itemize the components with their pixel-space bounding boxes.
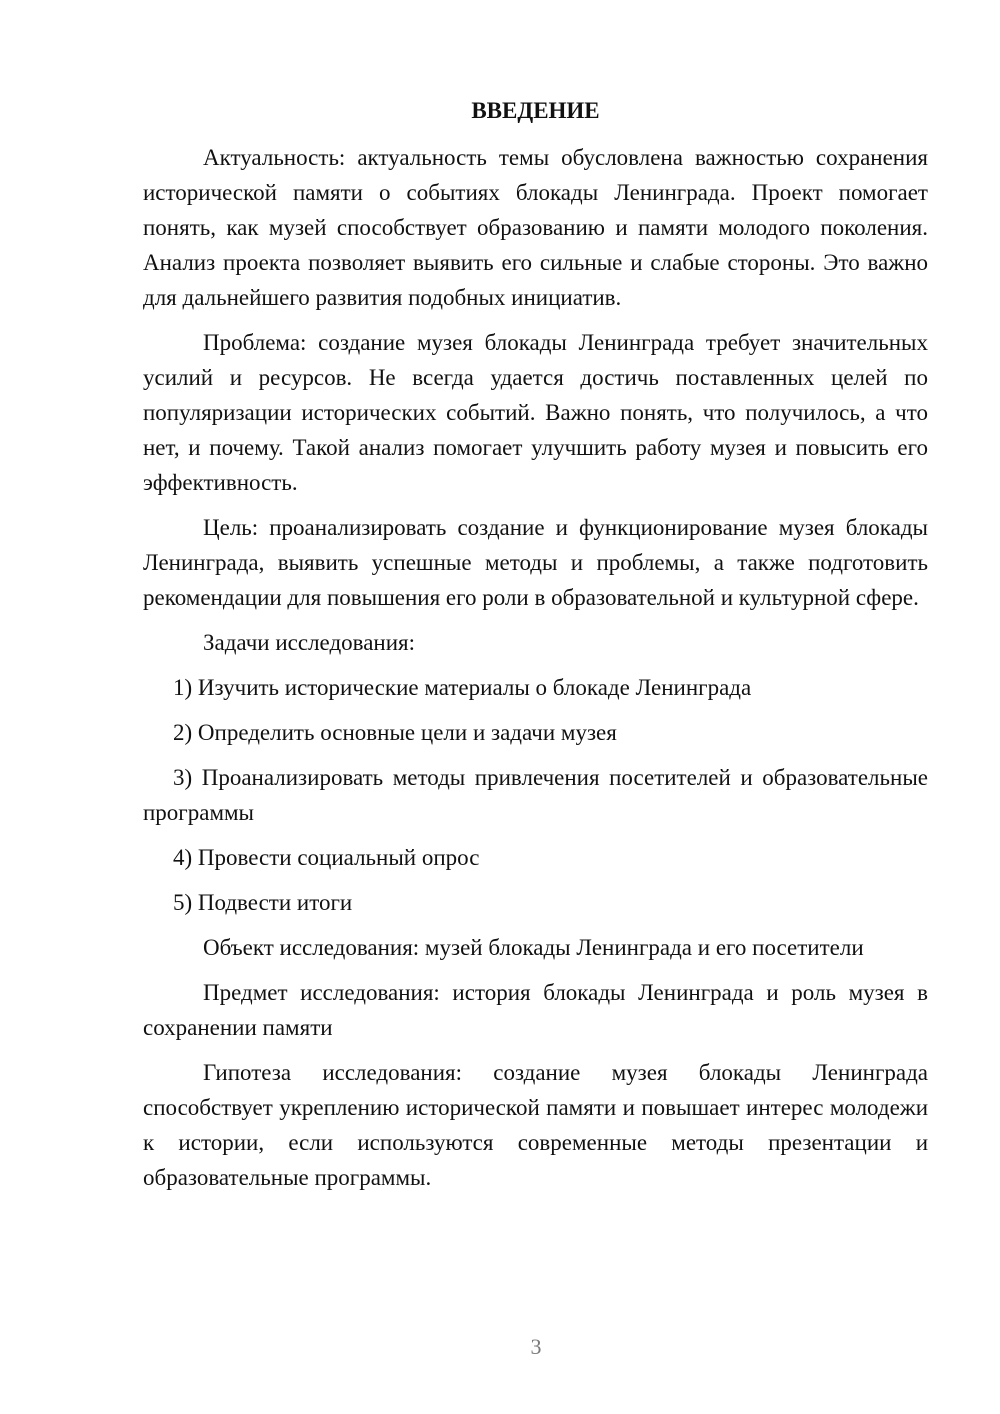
paragraph-relevance: Актуальность: актуальность темы обусловлена важностью сохранения исторической памяти о событиях блокады Ленинграда. Проект помогает понять, как музей способствует образованию и памяти молодого поколения. Анализ проекта позволяет выявить его сильные и слабые стороны. Это важно для дальнейшего развития подобных инициатив. (143, 145, 928, 310)
task-item: 5) Подвести итоги (173, 890, 353, 915)
paragraph-object: Объект исследования: музей блокады Ленинграда и его посетители (203, 935, 864, 960)
paragraph-problem: Проблема: создание музея блокады Ленинграда требует значительных усилий и ресурсов. Не всегда удается достичь поставленных целей по популяризации исторических событий. Важно понять, что получилось, а что нет, и почему. Такой анализ помогает улучшить работу музея и повысить его эффективность. (143, 330, 928, 495)
task-item: 4) Провести социальный опрос (173, 845, 480, 870)
paragraph-hypothesis: Гипотеза исследования: создание музея блокады Ленинграда способствует укреплению исторической памяти и повышает интерес молодежи к истории, если используются современные методы презентации и образовательные программы. (143, 1060, 928, 1190)
page-content (143, 96, 928, 1205)
paragraph-subject: Предмет исследования: история блокады Ленинграда и роль музея в сохранении памяти (143, 980, 928, 1040)
paragraph-goal: Цель: проанализировать создание и функционирование музея блокады Ленинграда, выявить успешные методы и проблемы, а также подготовить рекомендации для повышения его роли в образовательной и культурной сфере. (143, 515, 928, 610)
task-item: 2) Определить основные цели и задачи музея (173, 720, 617, 745)
paragraph-tasks-heading: Задачи исследования: (203, 630, 416, 655)
task-item: 3) Проанализировать методы привлечения посетителей и образовательные программы (143, 765, 928, 825)
task-item: 1) Изучить исторические материалы о блокаде Ленинграда (173, 675, 752, 700)
page-number: 3 (530, 1334, 542, 1359)
section-title: ВВЕДЕНИЕ (471, 98, 600, 123)
